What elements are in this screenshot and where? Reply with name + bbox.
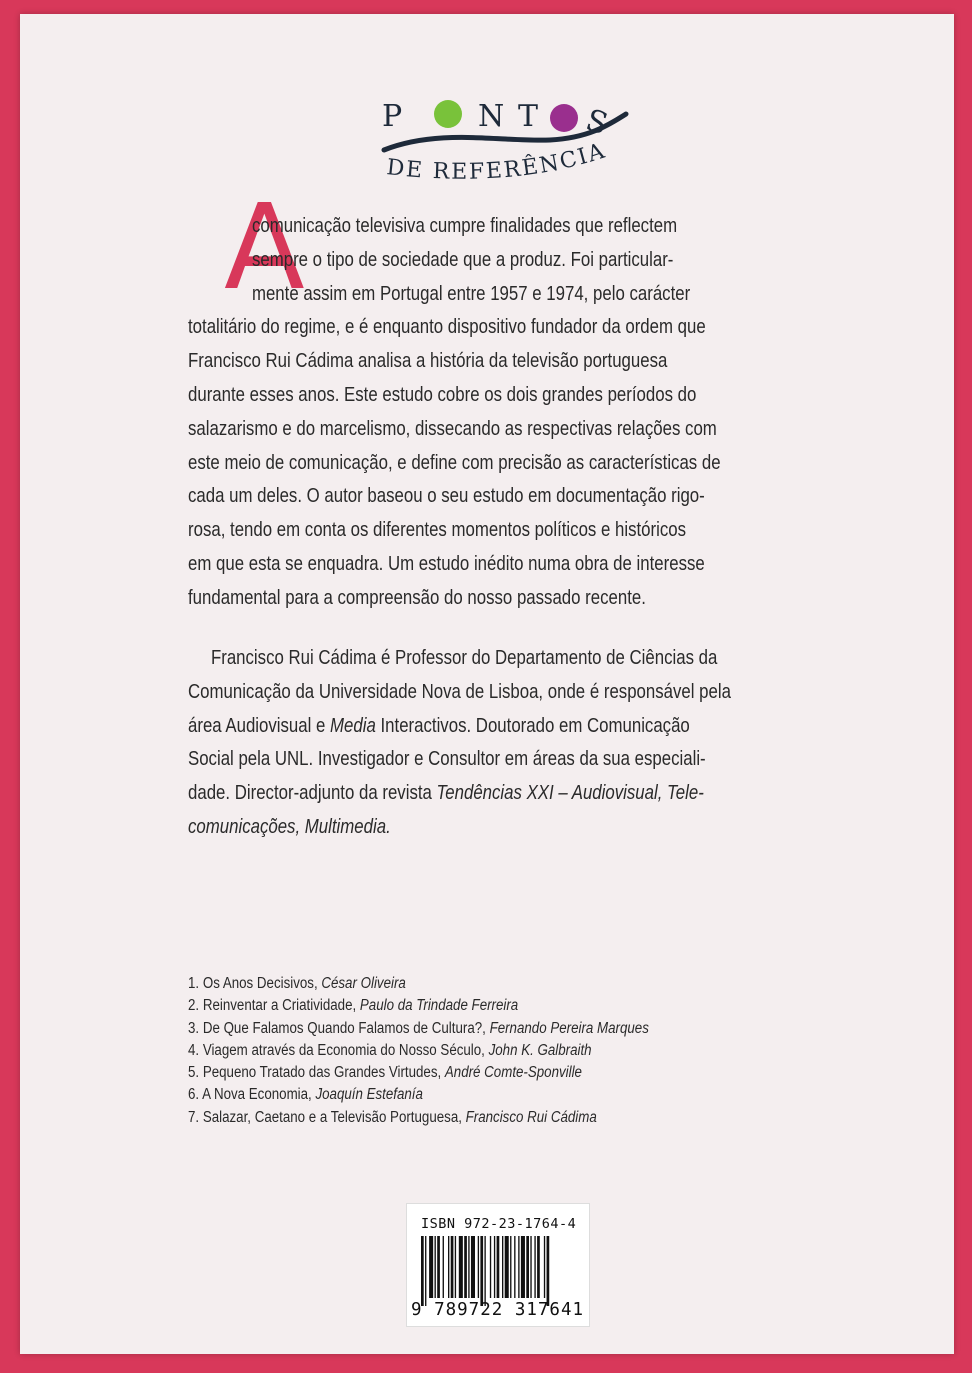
series-item: 6. A Nova Economia, Joaquín Estefanía	[188, 1086, 423, 1104]
barcode-bar	[521, 1236, 525, 1298]
bio-line: comunicações, Multimedia.	[188, 814, 391, 838]
barcode-bar	[530, 1236, 531, 1298]
barcode-bar	[455, 1236, 456, 1298]
intro-line: sempre o tipo de sociedade que a produz. Foi particular-	[251, 247, 674, 271]
intro-line: salazarismo e do marcelismo, dissecando as respectivas relações com	[188, 416, 717, 440]
barcode-bar	[518, 1236, 519, 1298]
barcode-bar	[425, 1236, 426, 1306]
intro-line: este meio de comunicação, e define com precisão as características de	[188, 450, 721, 474]
logo-letter-n: N	[478, 99, 505, 134]
barcode-bar	[484, 1236, 485, 1306]
barcode-bar	[437, 1236, 440, 1298]
barcode-bar	[459, 1236, 463, 1298]
intro-line: totalitário do regime, e é enquanto dispositivo fundador da ordem que	[188, 315, 706, 339]
barcode-bar	[544, 1236, 545, 1298]
barcode-digits: 9 789722 317641	[411, 1300, 585, 1320]
barcode-bar	[480, 1236, 483, 1306]
barcode-bar	[429, 1236, 433, 1298]
barcode-bar	[421, 1236, 424, 1306]
drop-cap: A	[224, 178, 305, 316]
barcode-bar	[494, 1236, 495, 1298]
series-item: 1. Os Anos Decisivos, César Oliveira	[188, 975, 406, 992]
barcode-bar	[514, 1236, 515, 1298]
barcode-label	[406, 1203, 590, 1327]
intro-paragraph	[188, 209, 721, 615]
barcode-bar	[490, 1236, 491, 1298]
barcode-bar	[497, 1236, 500, 1298]
logo-green-dot	[434, 100, 462, 128]
logo-letter-t: T	[518, 99, 539, 134]
series-item: 7. Salazar, Caetano e a Televisão Portuguesa, Francisco Rui Cádima	[188, 1108, 597, 1126]
barcode-bar	[505, 1236, 509, 1298]
intro-line: Francisco Rui Cádima analisa a história da televisão portuguesa	[188, 349, 668, 373]
logo-letter-s: S	[581, 102, 612, 143]
intro-line: comunicação televisiva cumpre finalidades que reflectem	[251, 214, 678, 237]
logo-purple-dot	[550, 104, 578, 132]
bio-line: Francisco Rui Cádima é Professor do Departamento de Ciências da	[210, 646, 718, 669]
barcode-bar	[471, 1236, 475, 1298]
intro-line: durante esses anos. Este estudo cobre os dois grandes períodos do	[188, 382, 697, 406]
bio-line: Social pela UNL. Investigador e Consultor em áreas da sua especiali-	[188, 747, 706, 771]
barcode-bar	[537, 1236, 540, 1298]
series-item: 2. Reinventar a Criatividade, Paulo da Trindade Ferreira	[188, 997, 519, 1015]
logo-graphic	[360, 84, 650, 194]
bio-line: dade. Director-adjunto da revista Tendências XXI – Audiovisual, Tele-	[188, 781, 704, 805]
barcode-bar	[526, 1236, 529, 1298]
logo-subtitle: DE REFERÊNCIA	[385, 138, 610, 185]
bio-line: área Audiovisual e Media Interactivos. Doutorado em Comunicação	[188, 713, 690, 737]
isbn-text: ISBN 972-23-1764-4	[421, 1216, 577, 1232]
series-item: 5. Pequeno Tratado das Grandes Virtudes, André Comte-Sponville	[188, 1064, 582, 1082]
series-item: 3. De Que Falamos Quando Falamos de Cultura?, Fernando Pereira Marques	[188, 1019, 649, 1037]
intro-line: mente assim em Portugal entre 1957 e 1974, pelo carácter	[251, 281, 691, 305]
author-bio	[188, 641, 731, 844]
barcode-bar	[502, 1236, 503, 1298]
intro-line: cada um deles. O autor baseou o seu estudo em documentação rigo-	[188, 484, 705, 508]
barcode-bar	[435, 1236, 436, 1298]
barcode-bar	[534, 1236, 535, 1298]
pontos-de-referencia-logo	[360, 84, 650, 194]
series-item: 4. Viagem através da Economia do Nosso Século, John K. Galbraith	[188, 1041, 592, 1059]
back-cover	[20, 14, 954, 1354]
intro-line: rosa, tendo em conta os diferentes momentos políticos e históricos	[188, 518, 687, 542]
intro-line: fundamental para a compreensão do nosso passado recente.	[188, 585, 646, 609]
barcode-bar	[464, 1236, 467, 1298]
barcode-bar	[468, 1236, 469, 1298]
logo-letter-p: P	[382, 99, 403, 134]
bio-line: Comunicação da Universidade Nova de Lisboa, onde é responsável pela	[188, 679, 731, 703]
intro-line: em que esta se enquadra. Um estudo inédito numa obra de interesse	[188, 551, 705, 575]
barcode-bar	[448, 1236, 449, 1298]
barcode-bar	[443, 1236, 444, 1298]
barcode-bar	[478, 1236, 479, 1298]
series-list	[188, 973, 724, 1129]
barcode-bar	[547, 1236, 550, 1306]
barcode-bar	[510, 1236, 511, 1298]
barcode-bar	[451, 1236, 454, 1298]
